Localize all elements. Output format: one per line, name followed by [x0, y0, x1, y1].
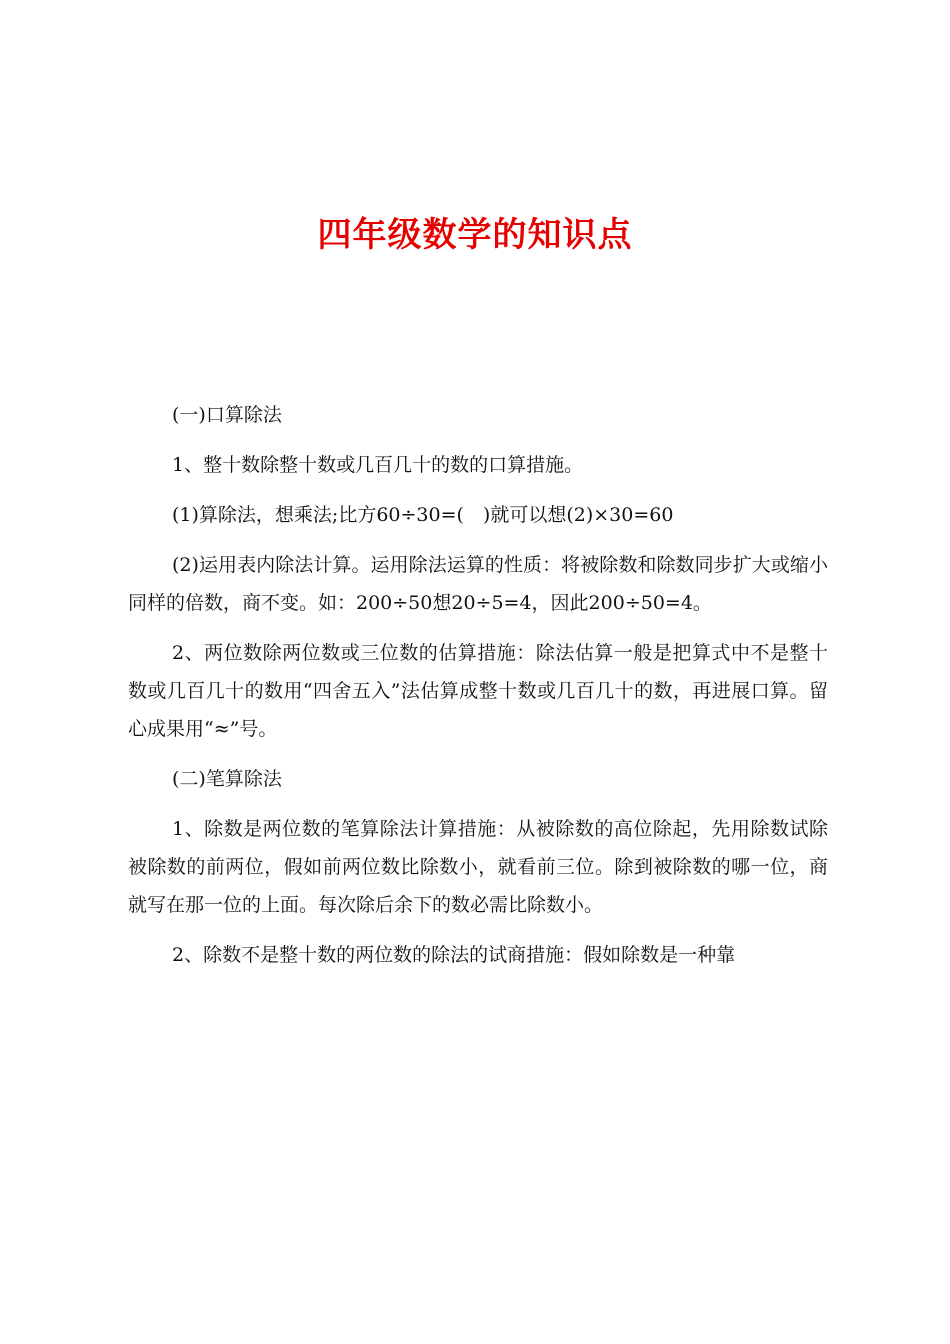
document-body: [128, 396, 828, 986]
section-heading: (一)口算除法: [172, 404, 282, 426]
page-title: 四年级数学的知识点: [317, 215, 633, 255]
section-heading: (二)笔算除法: [172, 768, 282, 790]
paragraph: 1、整十数除整十数或几百几十的数的口算措施。: [172, 454, 584, 476]
paragraph: 1、除数是两位数的笔算除法计算措施：从被除数的高位除起，先用除数试除被除数的前两位，假如前两位数比除数小，就看前三位。除到被除数的哪一位，商就写在那一位的上面。每次除后余下的数必需比除数小。: [128, 818, 828, 916]
paragraph: 2、除数不是整十数的两位数的除法的试商措施：假如除数是一种靠: [172, 944, 736, 966]
paragraph: 2、两位数除两位数或三位数的估算措施：除法估算一般是把算式中不是整十数或几百几十的数用“四舍五入”法估算成整十数或几百几十的数，再进展口算。留心成果用“≈”号。: [128, 642, 828, 740]
paragraph: (2)运用表内除法计算。运用除法运算的性质：将被除数和除数同步扩大或缩小同样的倍数，商不变。如：200÷50想20÷5=4，因此200÷50=4。: [128, 554, 828, 614]
paragraph: (1)算除法，想乘法;比方60÷30=( )就可以想(2)×30=60: [172, 504, 674, 526]
